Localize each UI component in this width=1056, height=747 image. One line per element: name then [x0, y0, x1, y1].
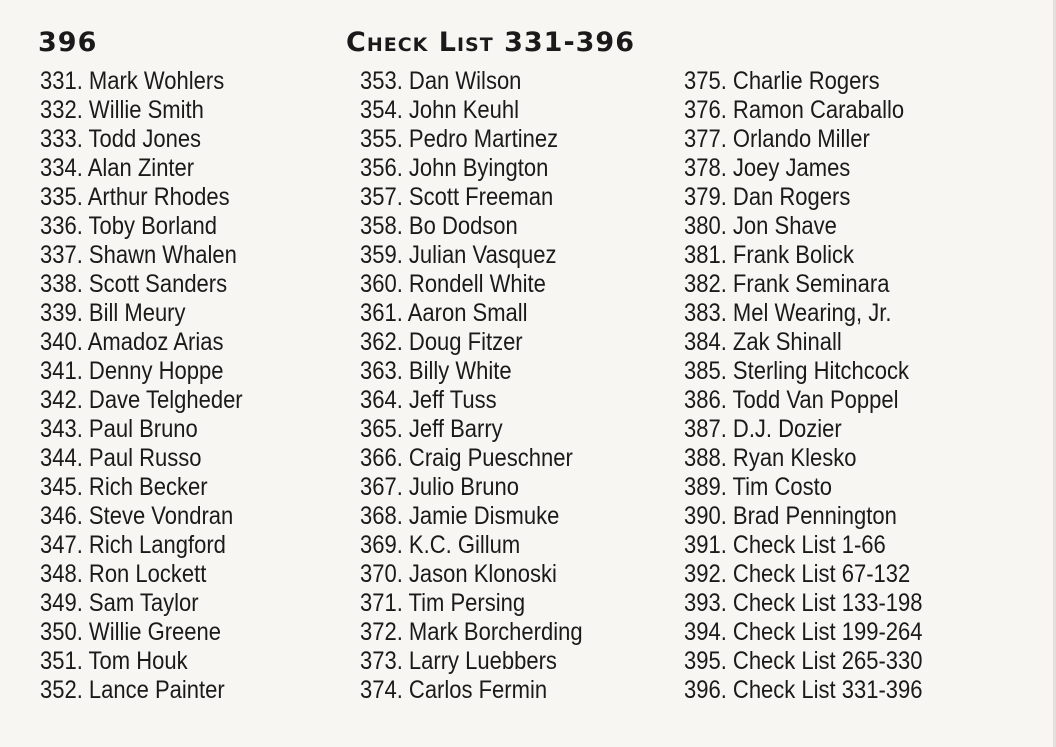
checklist-entry: 387. D.J. Dozier: [684, 415, 842, 443]
checklist-entry: 374. Carlos Fermin: [360, 676, 548, 704]
checklist-entry: 395. Check List 265-330: [684, 647, 923, 675]
checklist-entry: 360. Rondell White: [360, 270, 546, 298]
checklist-entry: 346. Steve Vondran: [40, 502, 234, 530]
checklist-entry: 369. K.C. Gillum: [360, 531, 521, 559]
checklist-entry: 353. Dan Wilson: [360, 67, 522, 95]
checklist-entry: 388. Ryan Klesko: [684, 444, 857, 472]
checklist-entry: 347. Rich Langford: [40, 531, 226, 559]
checklist-entry: 365. Jeff Barry: [360, 415, 503, 443]
checklist-entry: 349. Sam Taylor: [40, 589, 199, 617]
checklist-entry: 358. Bo Dodson: [360, 212, 518, 240]
checklist-entry: 359. Julian Vasquez: [360, 241, 557, 269]
checklist-entry: 381. Frank Bolick: [684, 241, 854, 269]
checklist-entry: 385. Sterling Hitchcock: [684, 357, 910, 385]
checklist-entry: 375. Charlie Rogers: [684, 67, 880, 95]
checklist-entry: 357. Scott Freeman: [360, 183, 554, 211]
card-number: 396: [38, 27, 98, 58]
checklist-column-1: [40, 67, 270, 705]
checklist-entry: 393. Check List 133-198: [684, 589, 923, 617]
checklist-entry: 378. Joey James: [684, 154, 851, 182]
checklist-entry: 383. Mel Wearing, Jr.: [684, 299, 892, 327]
checklist-entry: 370. Jason Klonoski: [360, 560, 557, 588]
checklist-column-2: [360, 67, 613, 705]
checklist-entry: 333. Todd Jones: [40, 125, 202, 153]
checklist-entry: 371. Tim Persing: [360, 589, 526, 617]
checklist-entry: 379. Dan Rogers: [684, 183, 851, 211]
checklist-entry: 382. Frank Seminara: [684, 270, 890, 298]
card-title: Check List 331-396: [346, 27, 636, 58]
checklist-entry: 364. Jeff Tuss: [360, 386, 497, 414]
checklist-entry: 367. Julio Bruno: [360, 473, 520, 501]
checklist-entry: 363. Billy White: [360, 357, 512, 385]
checklist-entry: 355. Pedro Martinez: [360, 125, 559, 153]
checklist-entry: 380. Jon Shave: [684, 212, 837, 240]
checklist-entry: 373. Larry Luebbers: [360, 647, 557, 675]
checklist-entry: 335. Arthur Rhodes: [40, 183, 230, 211]
checklist-entry: 337. Shawn Whalen: [40, 241, 237, 269]
checklist-entry: 390. Brad Pennington: [684, 502, 897, 530]
checklist-entry: 372. Mark Borcherding: [360, 618, 583, 646]
checklist-entry: 348. Ron Lockett: [40, 560, 207, 588]
checklist-entry: 343. Paul Bruno: [40, 415, 198, 443]
checklist-entry: 394. Check List 199-264: [684, 618, 923, 646]
checklist-entry: 356. John Byington: [360, 154, 549, 182]
checklist-entry: 338. Scott Sanders: [40, 270, 228, 298]
checklist-entry: 368. Jamie Dismuke: [360, 502, 560, 530]
checklist-entry: 350. Willie Greene: [40, 618, 221, 646]
checklist-entry: 361. Aaron Small: [360, 299, 528, 327]
checklist-entry: 345. Rich Becker: [40, 473, 208, 501]
checklist-entry: 339. Bill Meury: [40, 299, 186, 327]
checklist-entry: 331. Mark Wohlers: [40, 67, 225, 95]
checklist-entry: 362. Doug Fitzer: [360, 328, 523, 356]
checklist-entry: 391. Check List 1-66: [684, 531, 886, 559]
checklist-entry: 340. Amadoz Arias: [40, 328, 224, 356]
checklist-entry: 366. Craig Pueschner: [360, 444, 573, 472]
checklist-entry: 389. Tim Costo: [684, 473, 832, 501]
checklist-entry: 336. Toby Borland: [40, 212, 217, 240]
checklist-entry: 354. John Keuhl: [360, 96, 520, 124]
checklist-entry: 377. Orlando Miller: [684, 125, 870, 153]
checklist-entry: 352. Lance Painter: [40, 676, 225, 704]
checklist-column-3: [684, 67, 955, 705]
checklist-entry: 386. Todd Van Poppel: [684, 386, 899, 414]
checklist-entry: 344. Paul Russo: [40, 444, 202, 472]
checklist-entry: 392. Check List 67-132: [684, 560, 911, 588]
checklist-entry: 341. Denny Hoppe: [40, 357, 224, 385]
checklist-entry: 376. Ramon Caraballo: [684, 96, 905, 124]
checklist-entry: 342. Dave Telgheder: [40, 386, 243, 414]
checklist-entry: 384. Zak Shinall: [684, 328, 842, 356]
checklist-entry: 334. Alan Zinter: [40, 154, 195, 182]
checklist-entry: 351. Tom Houk: [40, 647, 188, 675]
checklist-entry: 332. Willie Smith: [40, 96, 204, 124]
checklist-entry: 396. Check List 331-396: [684, 676, 923, 704]
